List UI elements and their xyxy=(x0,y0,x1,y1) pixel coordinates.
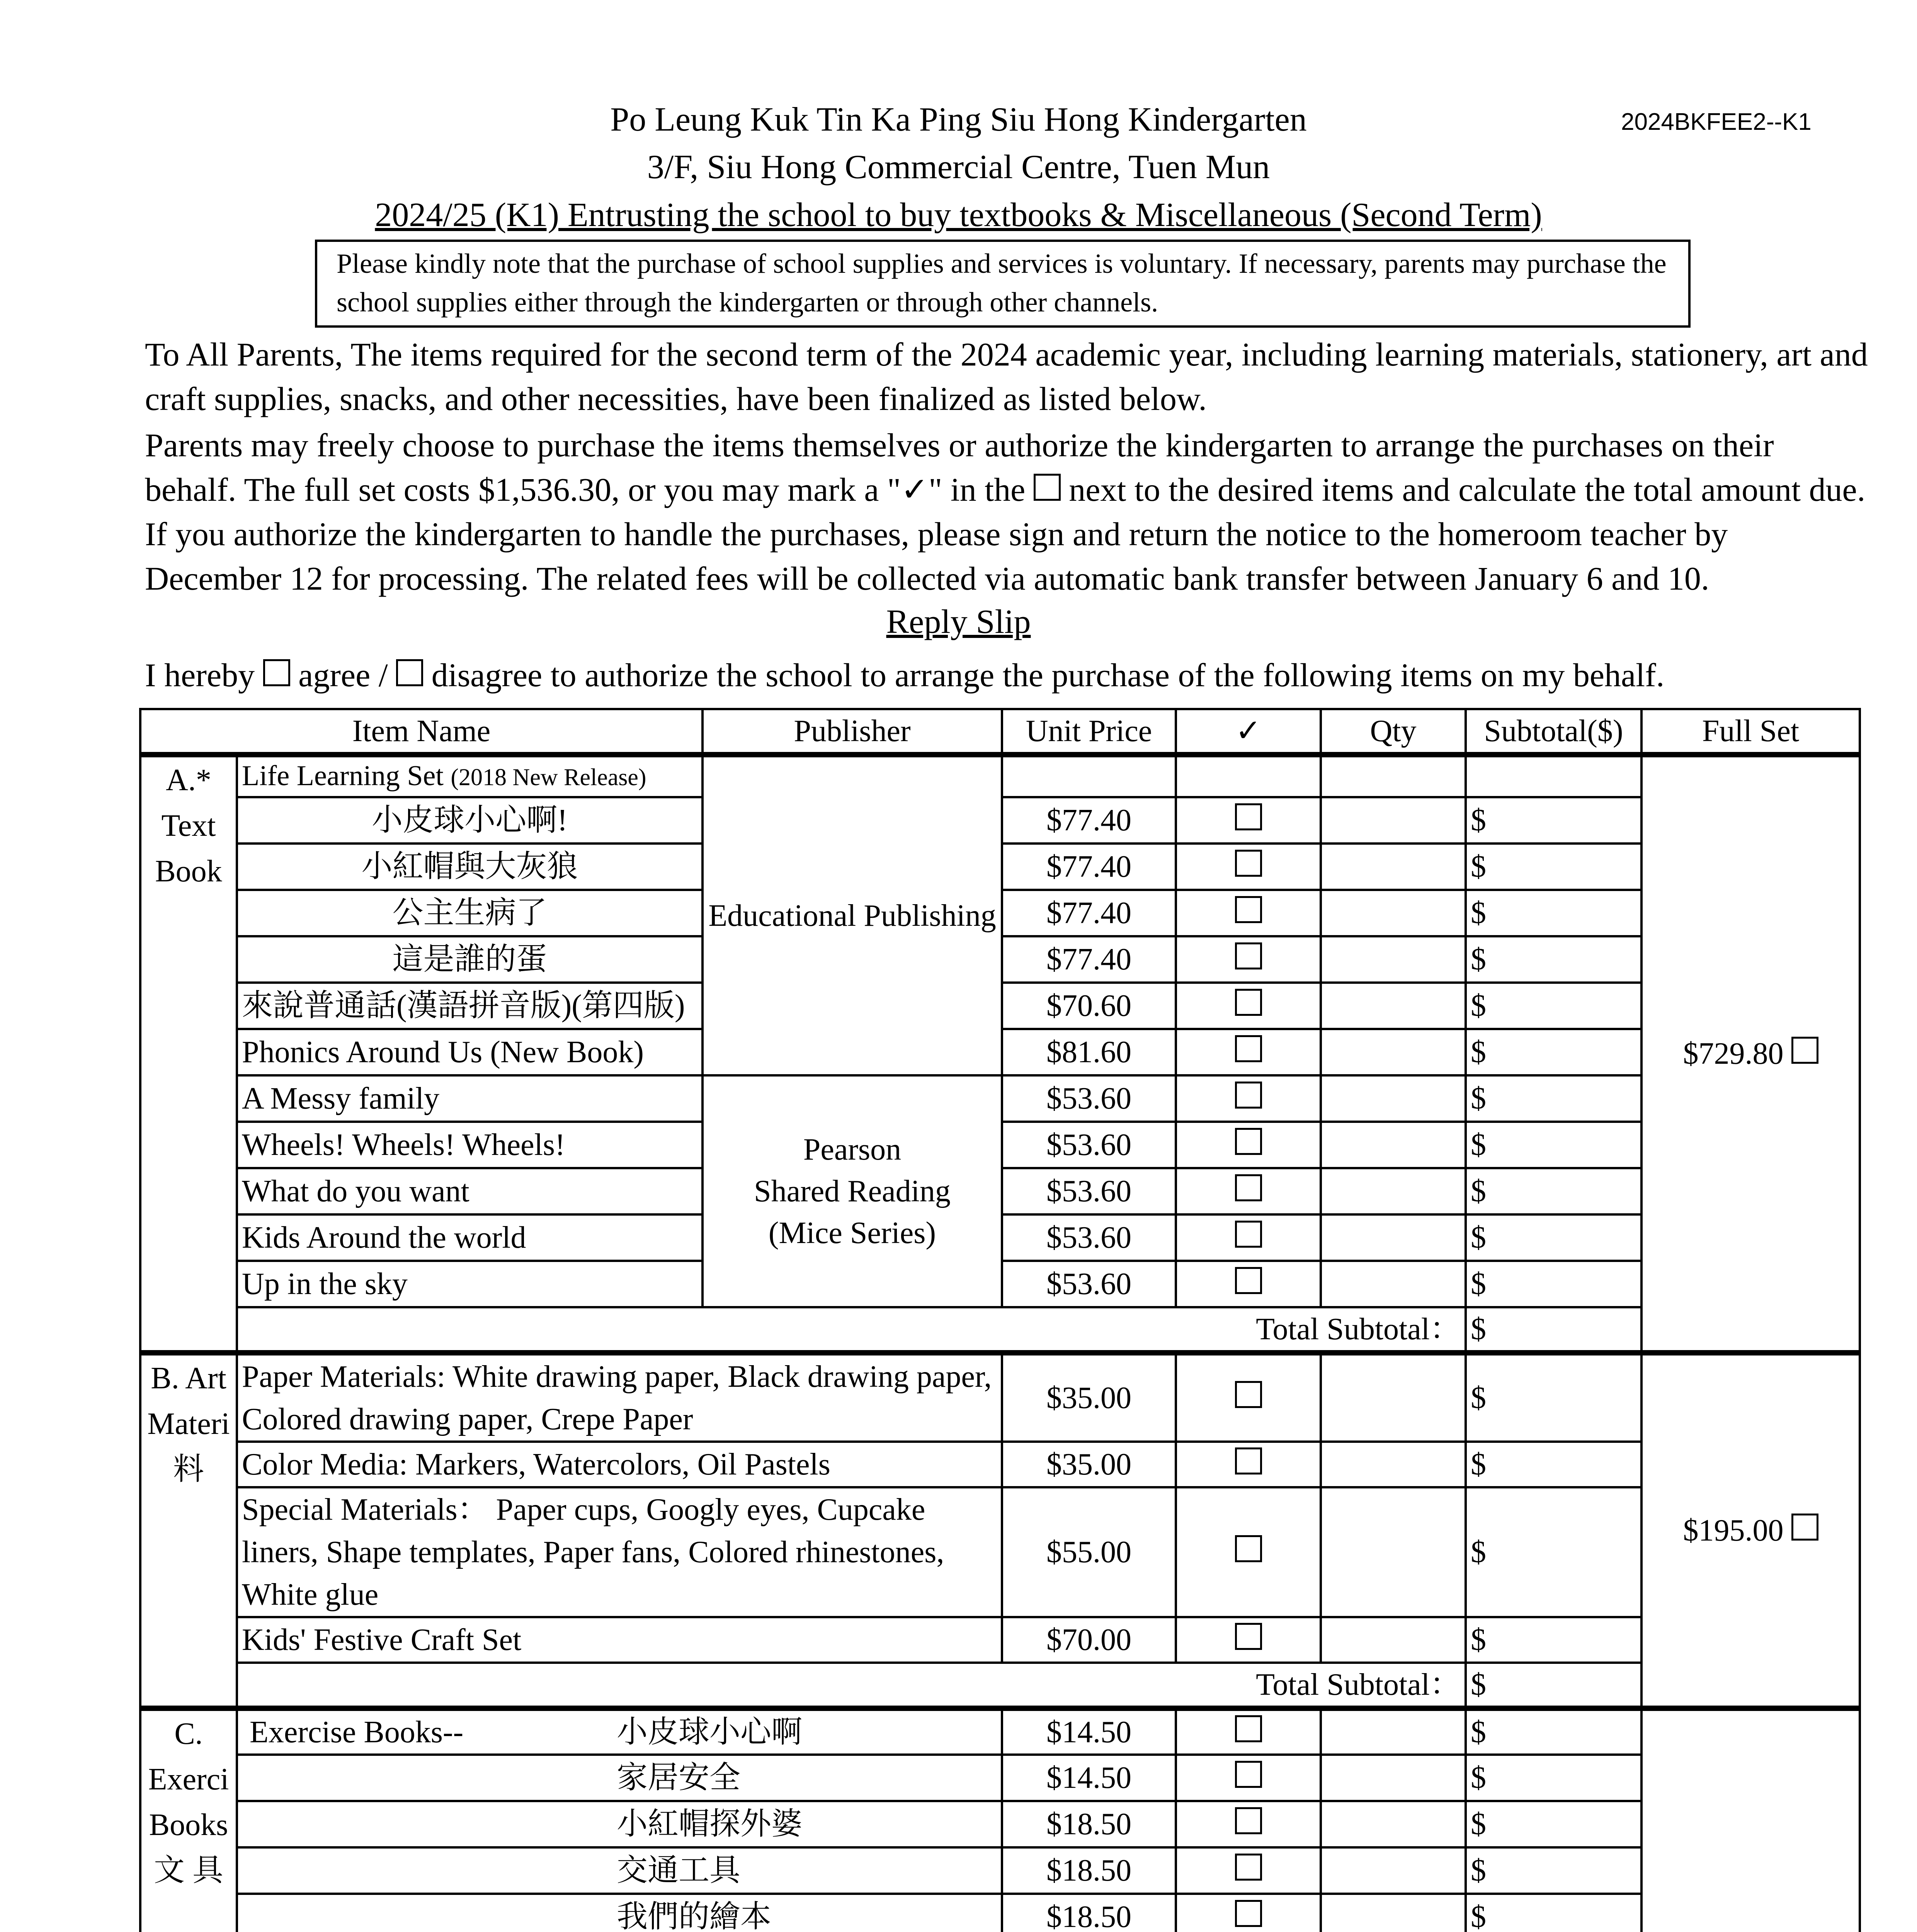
unit-price: $77.40 xyxy=(1002,797,1176,844)
subtotal-cell: $ xyxy=(1466,1708,1641,1755)
unit-price: $35.00 xyxy=(1002,1442,1176,1487)
item-name: 小紅帽與大灰狼 xyxy=(237,844,703,890)
order-table xyxy=(139,708,1861,1932)
item-checkbox[interactable] xyxy=(1235,1221,1262,1248)
reply-consent xyxy=(145,653,1868,697)
subtotal-cell: $ xyxy=(1466,1442,1641,1487)
item-check-cell[interactable] xyxy=(1176,1122,1321,1168)
table-row xyxy=(140,1708,1860,1755)
item-name: Wheels! Wheels! Wheels! xyxy=(237,1122,703,1168)
item-check-cell[interactable] xyxy=(1176,1261,1321,1307)
item-checkbox[interactable] xyxy=(1235,989,1262,1016)
item-checkbox[interactable] xyxy=(1235,942,1262,969)
agree-checkbox[interactable] xyxy=(263,659,290,686)
item-checkbox[interactable] xyxy=(1235,1535,1262,1562)
item-name-cell xyxy=(237,1755,1002,1801)
subtotal-cell: $ xyxy=(1466,936,1641,983)
item-check-cell[interactable] xyxy=(1176,1075,1321,1122)
item-checkbox[interactable] xyxy=(1235,850,1262,877)
item-check-cell[interactable] xyxy=(1176,1353,1321,1442)
table-header-row xyxy=(140,709,1860,755)
qty-cell[interactable] xyxy=(1321,936,1466,983)
intro-paragraph-1: To All Parents, The items required for the second term of the 2024 academic year, including learning materials, stationery, art and craft supplies, snacks, and other necessities, have been finalized as listed below. xyxy=(145,336,1868,417)
subtotal-cell: $ xyxy=(1466,1617,1641,1663)
item-checkbox[interactable] xyxy=(1235,1267,1262,1294)
item-name-cell xyxy=(237,1708,1002,1755)
full-set-price: $729.80 xyxy=(1683,1037,1784,1071)
item-name: What do you want xyxy=(237,1168,703,1214)
item-name: Kids' Festive Craft Set xyxy=(237,1617,1002,1663)
unit-price: $14.50 xyxy=(1002,1755,1176,1801)
unit-price: $35.00 xyxy=(1002,1353,1176,1442)
item-checkbox[interactable] xyxy=(1235,1623,1262,1650)
item-checkbox[interactable] xyxy=(1235,803,1262,830)
qty-cell[interactable] xyxy=(1321,1755,1466,1801)
table-row xyxy=(140,1307,1860,1353)
publisher-educational: Educational Publishing xyxy=(703,755,1002,1075)
qty-cell[interactable] xyxy=(1321,1122,1466,1168)
item-name: Special Materials： Paper cups, Googly eyes, Cupcake liners, Shape templates, Paper fans, Colored rhinestones, White glue xyxy=(237,1487,1002,1617)
item-name: A Messy family xyxy=(237,1075,703,1122)
checkbox-icon xyxy=(1034,474,1061,501)
item-check-cell[interactable] xyxy=(1176,890,1321,936)
subtotal-cell: $ xyxy=(1466,1168,1641,1214)
section-a-full-set xyxy=(1641,755,1860,1353)
item-check-cell[interactable] xyxy=(1176,1708,1321,1755)
unit-price: $70.00 xyxy=(1002,1617,1176,1663)
item-checkbox[interactable] xyxy=(1235,1761,1262,1788)
section-a-label: A.* Text Book xyxy=(140,755,237,1353)
unit-price: $18.50 xyxy=(1002,1847,1176,1894)
item-checkbox[interactable] xyxy=(1235,1900,1262,1927)
reply-prefix: I hereby xyxy=(145,656,255,694)
item-check-cell[interactable] xyxy=(1176,1487,1321,1617)
unit-price: $14.50 xyxy=(1002,1708,1176,1755)
unit-price: $53.60 xyxy=(1002,1261,1176,1307)
unit-price: $53.60 xyxy=(1002,1168,1176,1214)
page-title: 2024/25 (K1) Entrusting the school to buy textbooks & Miscellaneous (Second Term) xyxy=(375,196,1542,234)
subtotal-cell: $ xyxy=(1466,890,1641,936)
item-check-cell[interactable] xyxy=(1176,1894,1321,1932)
item-name: 公主生病了 xyxy=(237,890,703,936)
unit-price: $77.40 xyxy=(1002,890,1176,936)
school-address: 3/F, Siu Hong Commercial Centre, Tuen Mun xyxy=(647,148,1270,186)
qty-cell[interactable] xyxy=(1321,1261,1466,1307)
subtotal-cell: $ xyxy=(1466,1847,1641,1894)
subtotal-cell: $ xyxy=(1466,1122,1641,1168)
item-checkbox[interactable] xyxy=(1235,1854,1262,1881)
item-name: 我們的繪本 xyxy=(617,1900,771,1932)
section-b-label: B. Art Materi 料 xyxy=(140,1353,237,1708)
qty-cell[interactable] xyxy=(1321,890,1466,936)
header-item-name: Item Name xyxy=(140,709,703,755)
item-checkbox[interactable] xyxy=(1235,1128,1262,1155)
qty-cell[interactable] xyxy=(1321,1894,1466,1932)
unit-price: $53.60 xyxy=(1002,1122,1176,1168)
qty-cell[interactable] xyxy=(1321,1617,1466,1663)
table-row xyxy=(140,1617,1860,1663)
unit-price: $70.60 xyxy=(1002,983,1176,1029)
item-checkbox[interactable] xyxy=(1235,896,1262,923)
subtotal-cell: $ xyxy=(1466,1487,1641,1617)
unit-price: $81.60 xyxy=(1002,1029,1176,1075)
full-set-checkbox[interactable] xyxy=(1791,1037,1818,1064)
header-publisher: Publisher xyxy=(703,709,1002,755)
item-name: Phonics Around Us (New Book) xyxy=(237,1029,703,1075)
item-name: Color Media: Markers, Watercolors, Oil Pastels xyxy=(237,1442,1002,1487)
subtotal-cell: $ xyxy=(1466,1029,1641,1075)
subtotal-cell: $ xyxy=(1466,1075,1641,1122)
school-name: Po Leung Kuk Tin Ka Ping Siu Hong Kindergarten xyxy=(610,101,1307,138)
total-subtotal-label: Total Subtotal： xyxy=(237,1663,1466,1708)
item-name: 這是誰的蛋 xyxy=(237,936,703,983)
qty-cell[interactable] xyxy=(1321,1353,1466,1442)
item-check-cell[interactable] xyxy=(1176,797,1321,844)
exercise-books-prefix: Exercise Books-- xyxy=(250,1715,464,1749)
item-check-cell[interactable] xyxy=(1176,844,1321,890)
item-checkbox[interactable] xyxy=(1235,1174,1262,1201)
item-check-cell[interactable] xyxy=(1176,1029,1321,1075)
item-check-cell[interactable] xyxy=(1176,1214,1321,1261)
table-row xyxy=(140,1801,1860,1847)
table-row xyxy=(140,1894,1860,1932)
document-code: 2024BKFEE2--K1 xyxy=(1621,109,1812,135)
qty-cell[interactable] xyxy=(1321,1801,1466,1847)
qty-cell[interactable] xyxy=(1321,1168,1466,1214)
item-checkbox[interactable] xyxy=(1235,1082,1262,1109)
unit-price: $18.50 xyxy=(1002,1801,1176,1847)
qty-cell[interactable] xyxy=(1321,1075,1466,1122)
unit-price: $53.60 xyxy=(1002,1075,1176,1122)
table-row xyxy=(140,1663,1860,1708)
subtotal-cell: $ xyxy=(1466,1353,1641,1442)
set-title: Life Learning Set xyxy=(242,760,444,792)
subtotal-cell: $ xyxy=(1466,844,1641,890)
item-check-cell[interactable] xyxy=(1176,1442,1321,1487)
qty-cell[interactable] xyxy=(1321,1442,1466,1487)
intro-paragraph-2 xyxy=(145,423,1868,601)
unit-price: $55.00 xyxy=(1002,1487,1176,1617)
item-checkbox[interactable] xyxy=(1235,1807,1262,1834)
unit-price: $18.50 xyxy=(1002,1894,1176,1932)
item-check-cell[interactable] xyxy=(1176,1168,1321,1214)
section-b-full-set xyxy=(1641,1353,1860,1708)
table-row xyxy=(140,755,1860,797)
table-row xyxy=(140,1487,1860,1617)
qty-cell[interactable] xyxy=(1321,1487,1466,1617)
item-check-cell[interactable] xyxy=(1176,1801,1321,1847)
subtotal-cell: $ xyxy=(1466,1801,1641,1847)
item-name: Up in the sky xyxy=(237,1261,703,1307)
item-check-cell[interactable] xyxy=(1176,1755,1321,1801)
disagree-checkbox[interactable] xyxy=(396,659,423,686)
subtotal-cell: $ xyxy=(1466,1214,1641,1261)
item-check-cell[interactable] xyxy=(1176,936,1321,983)
qty-cell[interactable] xyxy=(1321,983,1466,1029)
section-c-label: C. Exerci Books 文 具 xyxy=(140,1708,237,1932)
unit-price: $77.40 xyxy=(1002,936,1176,983)
item-name-cell xyxy=(237,1801,1002,1847)
item-check-cell[interactable] xyxy=(1176,1617,1321,1663)
agree-label: agree / xyxy=(298,656,388,694)
intro-paragraph-2-part2: next to the desired items and calculate the total amount due. If you authorize the kindergarten to handle the purchases, please sign and return the notice to the homeroom teacher by December 12 for processing. The related fees will be collected via automatic bank transfer between January 6 and 10. xyxy=(145,471,1866,597)
header-full-set: Full Set xyxy=(1641,709,1860,755)
table-row xyxy=(140,1442,1860,1487)
table-row xyxy=(140,1847,1860,1894)
subtotal-cell: $ xyxy=(1466,983,1641,1029)
header-subtotal: Subtotal($) xyxy=(1466,709,1641,755)
qty-cell[interactable] xyxy=(1321,1847,1466,1894)
disagree-label: disagree to authorize the school to arrange the purchase of the following items on my behalf. xyxy=(431,656,1665,694)
total-subtotal-value[interactable]: $ xyxy=(1466,1663,1641,1708)
full-set-price: $195.00 xyxy=(1683,1514,1784,1548)
qty-cell[interactable] xyxy=(1321,1029,1466,1075)
qty-cell[interactable] xyxy=(1321,1214,1466,1261)
item-name: 交通工具 xyxy=(617,1854,740,1888)
item-name: 來說普通話(漢語拼音版)(第四版) xyxy=(237,983,703,1029)
subtotal-cell: $ xyxy=(1466,1261,1641,1307)
item-name-cell xyxy=(237,1894,1002,1932)
publisher-pearson: Pearson Shared Reading (Mice Series) xyxy=(703,1075,1002,1307)
unit-price: $53.60 xyxy=(1002,1214,1176,1261)
intro-paragraph-2-part1: Parents may freely choose to purchase the items themselves or authorize the kindergarten to arrange the purchases on their behalf. The full set costs $1,536.30, or you may mark a "✓" in the xyxy=(145,427,1774,508)
life-learning-set-title xyxy=(237,755,703,797)
voluntary-notice: Please kindly note that the purchase of school supplies and services is voluntary. If necessary, parents may purchase the school supplies either through the kindergarten or through other channels. xyxy=(315,240,1691,328)
qty-cell[interactable] xyxy=(1321,797,1466,844)
item-checkbox[interactable] xyxy=(1235,1035,1262,1062)
qty-cell[interactable] xyxy=(1321,1708,1466,1755)
table-row xyxy=(140,1353,1860,1442)
subtotal-cell: $ xyxy=(1466,797,1641,844)
full-set-checkbox[interactable] xyxy=(1791,1514,1818,1541)
section-c-full-set xyxy=(1641,1708,1860,1932)
unit-price: $77.40 xyxy=(1002,844,1176,890)
item-name: 家居安全 xyxy=(617,1761,740,1795)
table-row xyxy=(140,1755,1860,1801)
item-name: Kids Around the world xyxy=(237,1214,703,1261)
header-qty: Qty xyxy=(1321,709,1466,755)
item-name: Paper Materials: White drawing paper, Black drawing paper, Colored drawing paper, Crepe Paper xyxy=(237,1353,1002,1442)
item-name: 小皮球小心啊! xyxy=(237,797,703,844)
header-unit-price: Unit Price xyxy=(1002,709,1176,755)
item-name: 小皮球小心啊 xyxy=(617,1715,802,1749)
item-checkbox[interactable] xyxy=(1235,1381,1262,1408)
subtotal-cell: $ xyxy=(1466,1755,1641,1801)
reply-slip-title: Reply Slip xyxy=(886,603,1031,641)
total-subtotal-label: Total Subtotal： xyxy=(237,1307,1466,1353)
subtotal-cell: $ xyxy=(1466,1894,1641,1932)
item-checkbox[interactable] xyxy=(1235,1715,1262,1742)
total-subtotal-value[interactable]: $ xyxy=(1466,1307,1641,1353)
item-name-cell xyxy=(237,1847,1002,1894)
header-check: ✓ xyxy=(1176,709,1321,755)
item-checkbox[interactable] xyxy=(1235,1447,1262,1475)
table-row xyxy=(140,1075,1860,1122)
qty-cell[interactable] xyxy=(1321,844,1466,890)
set-note: (2018 New Release) xyxy=(451,764,646,791)
item-check-cell[interactable] xyxy=(1176,983,1321,1029)
item-name: 小紅帽探外婆 xyxy=(617,1807,802,1841)
item-check-cell[interactable] xyxy=(1176,1847,1321,1894)
